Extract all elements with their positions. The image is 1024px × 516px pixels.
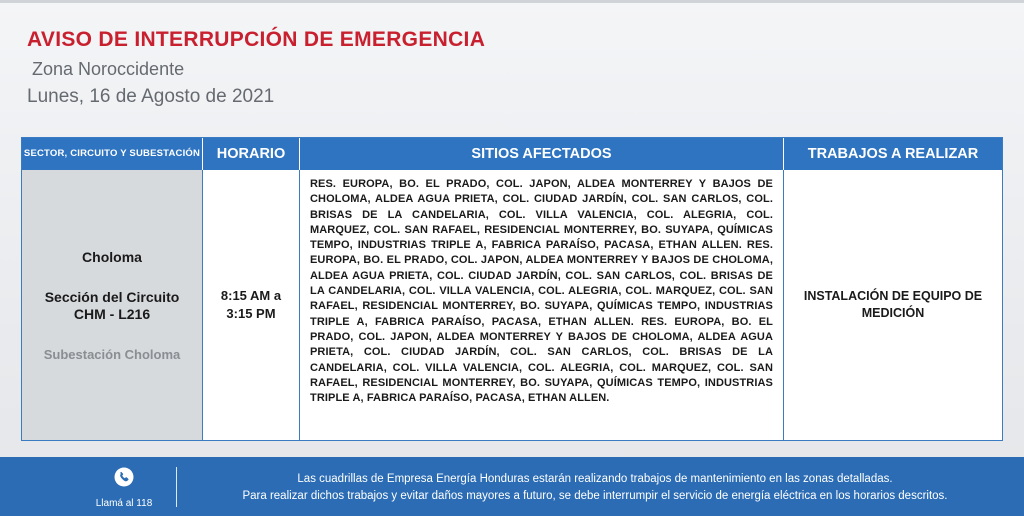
- date-subtitle: Lunes, 16 de Agosto de 2021: [27, 86, 275, 107]
- outage-table: [21, 137, 1003, 441]
- page-title: AVISO DE INTERRUPCIÓN DE EMERGENCIA: [27, 28, 486, 51]
- schedule-cell: [203, 170, 300, 440]
- column-header-work: TRABAJOS A REALIZAR: [784, 138, 1002, 170]
- column-header-sector: SECTOR, CIRCUITO Y SUBESTACIÓN: [22, 138, 203, 170]
- work-text: INSTALACIÓN DE EQUIPO DE MEDICIÓN: [803, 289, 983, 320]
- sites-cell: [300, 170, 784, 440]
- work-cell: [784, 170, 1002, 440]
- footer-banner: [0, 457, 1024, 516]
- maintenance-notice: [185, 471, 1005, 505]
- notice-line-1: Las cuadrillas de Empresa Energía Honduras estarán realizando trabajos de mantenimiento en las zonas detalladas.: [297, 473, 893, 485]
- footer-divider: [176, 467, 177, 507]
- affected-sites-text: RES. EUROPA, BO. EL PRADO, COL. JAPON, ALDEA MONTERREY Y BAJOS DE CHOLOMA, ALDEA AGUA PRIETA, COL. CIUDAD JARDÍN, COL. SAN CARLOS, COL. BRISAS DE LA CANDELARIA, COL. VILLA VALENCIA, COL. ALEGRIA, COL. MARQUEZ, COL. SAN RAFAEL, RESIDENCIAL MONTERREY, BO. SUYAPA, QUÍMICAS TEMPO, INDUSTRIAS TRIPLE A, FABRICA PARAÍSO, PACASA, ETHAN ALLEN. RES. EUROPA, BO. EL PRADO, COL. JAPON, ALDEA MONTERREY Y BAJOS DE CHOLOMA, ALDEA AGUA PRIETA, COL. CIUDAD JARDÍN, COL. SAN CARLOS, COL. BRISAS DE LA CANDELARIA, COL. VILLA VALENCIA, COL. ALEGRIA, COL. MARQUEZ, COL. SAN RAFAEL, RESIDENCIAL MONTERREY, BO. SUYAPA, QUÍMICAS TEMPO, INDUSTRIAS TRIPLE A, FABRICA PARAÍSO, PACASA, ETHAN ALLEN. RES. EUROPA, BO. EL PRADO, COL. JAPON, ALDEA MONTERREY Y BAJOS DE CHOLOMA, ALDEA AGUA PRIETA, COL. CIUDAD JARDÍN, COL. SAN CARLOS, COL. BRISAS DE LA CANDELARIA, COL. VILLA VALENCIA, COL. ALEGRIA, COL. MARQUEZ, COL. SAN RAFAEL, RESIDENCIAL MONTERREY, BO. SUYAPA, QUÍMICAS TEMPO, INDUSTRIAS TRIPLE A, FABRICA PARAÍSO, PACASA, ETHAN ALLEN.: [310, 178, 773, 405]
- zone-subtitle: Zona Noroccidente: [32, 59, 185, 79]
- substation-name: Subestación Choloma: [43, 346, 181, 362]
- table-row: [22, 170, 1002, 440]
- sector-cell: [22, 170, 203, 440]
- top-accent-line: [0, 0, 1024, 3]
- sector-name: Choloma: [82, 248, 142, 265]
- call-label: Llamá al 118: [95, 498, 153, 509]
- phone-icon: [114, 467, 134, 492]
- column-header-schedule: HORARIO: [203, 138, 300, 170]
- notice-line-2: Para realizar dichos trabajos y evitar daños mayores a futuro, se debe interrumpir el servicio de energía eléctrica en los horarios descritos.: [242, 490, 948, 502]
- table-header: [22, 138, 1002, 170]
- circuit-name: Sección del Circuito CHM - L216: [44, 288, 180, 322]
- schedule-text: 8:15 AM a 3:15 PM: [220, 288, 282, 321]
- call-block[interactable]: [80, 467, 168, 507]
- column-header-sites: SITIOS AFECTADOS: [300, 138, 784, 170]
